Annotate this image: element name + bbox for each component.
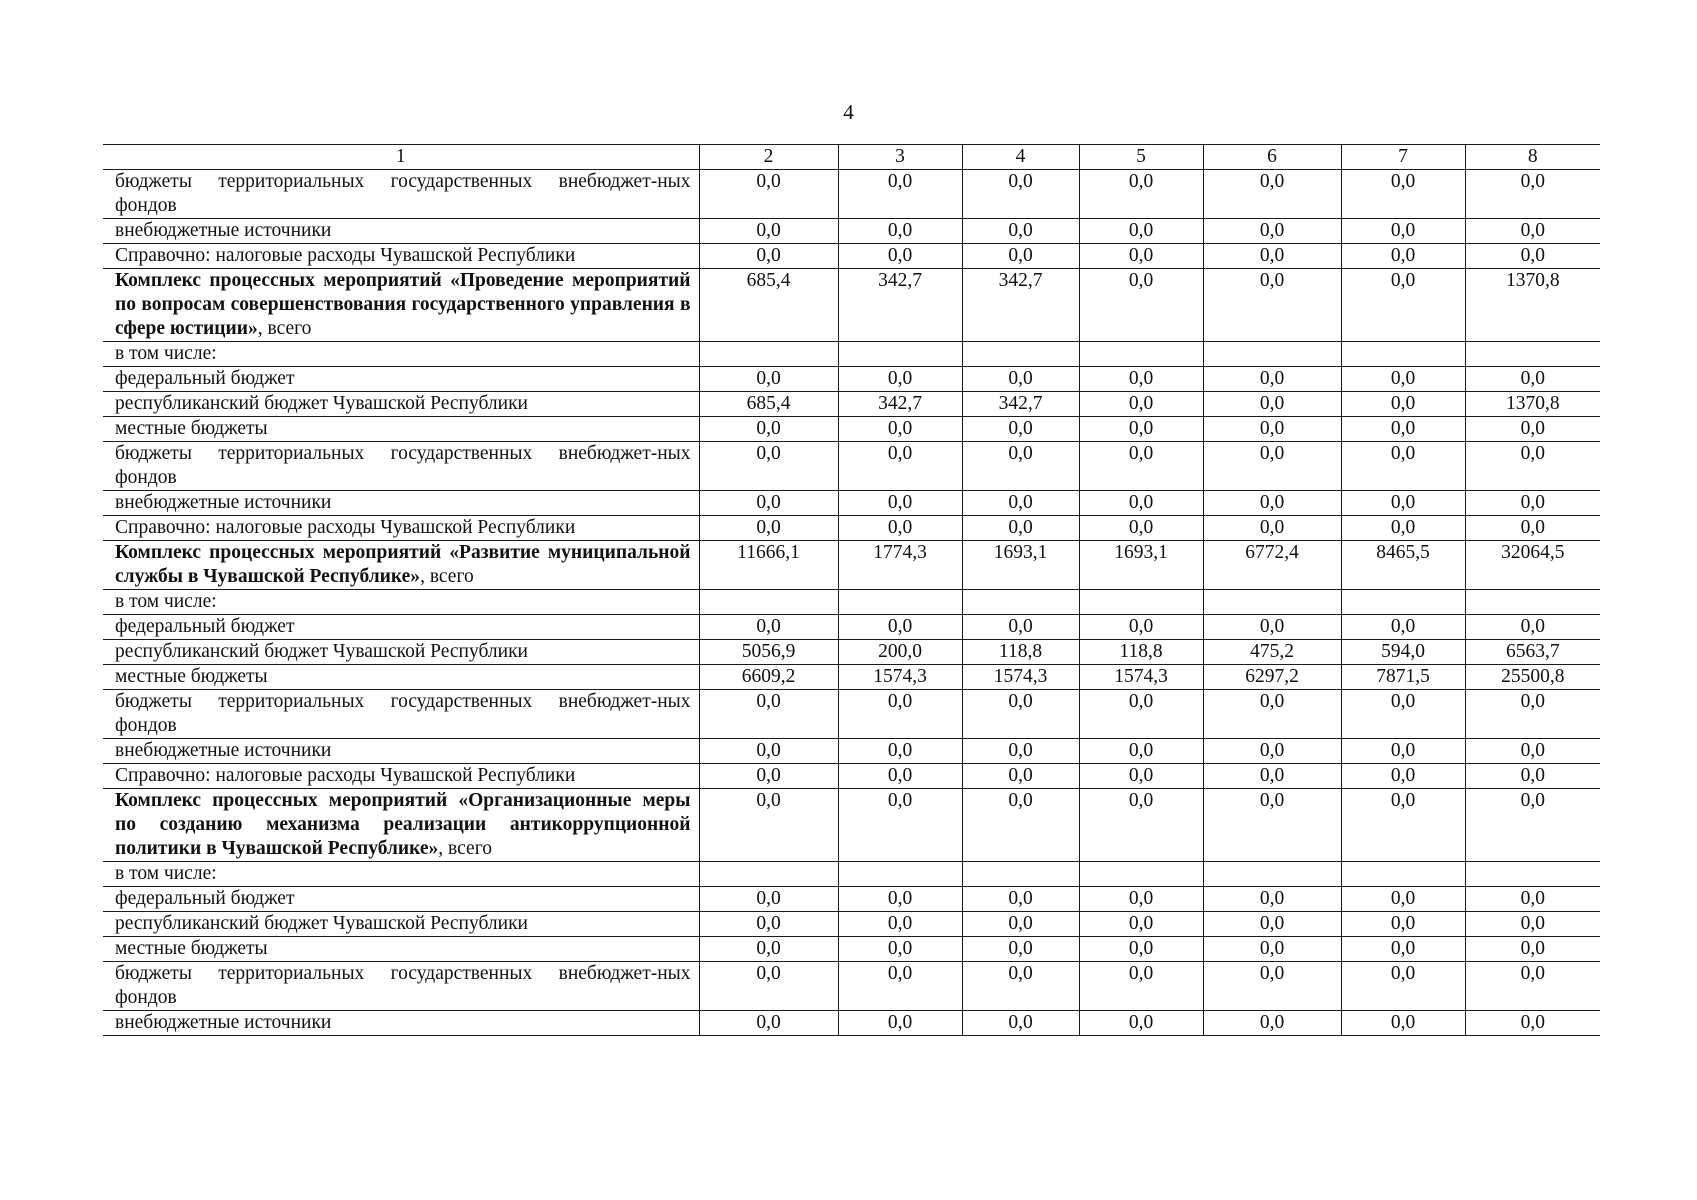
value-cell-col-5: 0,0 <box>1079 1011 1203 1036</box>
table-row <box>103 244 1600 269</box>
table-row <box>103 1011 1600 1036</box>
value-cell-col-4: 0,0 <box>962 417 1079 442</box>
value-cell-col-5: 0,0 <box>1079 912 1203 937</box>
table-body <box>103 145 1600 1036</box>
value-cell-col-7: 0,0 <box>1341 690 1465 739</box>
value-cell-col-5 <box>1079 590 1203 615</box>
value-cell-col-8: 0,0 <box>1465 219 1600 244</box>
value-cell-col-5: 0,0 <box>1079 491 1203 516</box>
value-cell-col-7: 8465,5 <box>1341 541 1465 590</box>
value-cell-col-8 <box>1465 862 1600 887</box>
value-cell-col-7: 0,0 <box>1341 516 1465 541</box>
value-cell-col-3: 200,0 <box>838 640 962 665</box>
value-cell-col-4: 0,0 <box>962 962 1079 1011</box>
value-cell-col-6: 0,0 <box>1203 690 1341 739</box>
value-cell-col-5: 0,0 <box>1079 367 1203 392</box>
row-label: бюджеты территориальных государственных внебюджет-ных фондов <box>115 691 691 736</box>
value-cell-col-4 <box>962 862 1079 887</box>
row-label-cell <box>103 516 699 541</box>
value-cell-col-8: 0,0 <box>1465 516 1600 541</box>
value-cell-col-6: 0,0 <box>1203 244 1341 269</box>
value-cell-col-7: 0,0 <box>1341 442 1465 491</box>
value-cell-col-4: 0,0 <box>962 615 1079 640</box>
value-cell-col-2: 0,0 <box>699 442 838 491</box>
value-cell-col-6: 0,0 <box>1203 615 1341 640</box>
row-label-cell <box>103 590 699 615</box>
value-cell-col-2: 0,0 <box>699 912 838 937</box>
row-label: республиканский бюджет Чувашской Республики <box>115 913 528 934</box>
table-row <box>103 442 1600 491</box>
row-label: местные бюджеты <box>115 938 268 959</box>
row-label: в том числе: <box>115 863 217 884</box>
value-cell-col-5: 0,0 <box>1079 739 1203 764</box>
row-label: внебюджетные источники <box>115 492 332 513</box>
value-cell-col-3: 0,0 <box>838 1011 962 1036</box>
value-cell-col-6: 0,0 <box>1203 1011 1341 1036</box>
value-cell-col-8: 1370,8 <box>1465 392 1600 417</box>
row-label: внебюджетные источники <box>115 1012 332 1033</box>
value-cell-col-2: 0,0 <box>699 764 838 789</box>
value-cell-col-8 <box>1465 590 1600 615</box>
value-cell-col-6: 0,0 <box>1203 764 1341 789</box>
value-cell-col-5: 0,0 <box>1079 789 1203 862</box>
table-row <box>103 392 1600 417</box>
table-row <box>103 912 1600 937</box>
table-row <box>103 516 1600 541</box>
table-row <box>103 491 1600 516</box>
value-cell-col-7: 0,0 <box>1341 615 1465 640</box>
value-cell-col-6: 0,0 <box>1203 219 1341 244</box>
column-number-5: 5 <box>1079 145 1203 170</box>
value-cell-col-8: 0,0 <box>1465 491 1600 516</box>
page-number: 4 <box>843 100 854 124</box>
row-label-cell <box>103 170 699 219</box>
row-label-cell <box>103 269 699 342</box>
value-cell-col-3 <box>838 590 962 615</box>
section-title: Комплекс процессных мероприятий «Развитие муниципальной службы в Чувашской Республике» <box>115 542 691 587</box>
value-cell-col-4: 1574,3 <box>962 665 1079 690</box>
value-cell-col-8: 32064,5 <box>1465 541 1600 590</box>
row-label-cell <box>103 912 699 937</box>
row-label: республиканский бюджет Чувашской Республики <box>115 641 528 662</box>
value-cell-col-4: 0,0 <box>962 690 1079 739</box>
row-label: федеральный бюджет <box>115 368 295 389</box>
value-cell-col-8: 0,0 <box>1465 417 1600 442</box>
value-cell-col-2: 0,0 <box>699 491 838 516</box>
value-cell-col-8: 0,0 <box>1465 1011 1600 1036</box>
value-cell-col-3: 0,0 <box>838 417 962 442</box>
row-label: бюджеты территориальных государственных внебюджет-ных фондов <box>115 963 691 1008</box>
value-cell-col-4: 0,0 <box>962 887 1079 912</box>
value-cell-col-2: 0,0 <box>699 789 838 862</box>
row-label: местные бюджеты <box>115 418 268 439</box>
value-cell-col-7: 0,0 <box>1341 887 1465 912</box>
value-cell-col-8: 0,0 <box>1465 442 1600 491</box>
value-cell-col-3: 0,0 <box>838 937 962 962</box>
row-label-cell <box>103 690 699 739</box>
value-cell-col-6: 0,0 <box>1203 739 1341 764</box>
value-cell-col-4: 0,0 <box>962 442 1079 491</box>
value-cell-col-2: 0,0 <box>699 962 838 1011</box>
value-cell-col-6: 0,0 <box>1203 887 1341 912</box>
value-cell-col-7: 0,0 <box>1341 269 1465 342</box>
value-cell-col-4: 342,7 <box>962 269 1079 342</box>
value-cell-col-2: 0,0 <box>699 739 838 764</box>
value-cell-col-2: 685,4 <box>699 269 838 342</box>
value-cell-col-3: 342,7 <box>838 392 962 417</box>
row-label-cell <box>103 244 699 269</box>
value-cell-col-4: 342,7 <box>962 392 1079 417</box>
value-cell-col-7: 0,0 <box>1341 937 1465 962</box>
value-cell-col-4: 0,0 <box>962 739 1079 764</box>
value-cell-col-7 <box>1341 342 1465 367</box>
section-total-row <box>103 789 1600 862</box>
value-cell-col-5: 0,0 <box>1079 170 1203 219</box>
value-cell-col-6: 0,0 <box>1203 392 1341 417</box>
value-cell-col-2: 0,0 <box>699 516 838 541</box>
value-cell-col-7: 0,0 <box>1341 219 1465 244</box>
value-cell-col-3: 0,0 <box>838 887 962 912</box>
table-row <box>103 640 1600 665</box>
value-cell-col-7 <box>1341 862 1465 887</box>
row-label: бюджеты территориальных государственных внебюджет-ных фондов <box>115 171 691 216</box>
value-cell-col-4: 0,0 <box>962 789 1079 862</box>
value-cell-col-6: 0,0 <box>1203 269 1341 342</box>
row-label: Справочно: налоговые расходы Чувашской Республики <box>115 765 576 786</box>
value-cell-col-7: 0,0 <box>1341 170 1465 219</box>
value-cell-col-2: 11666,1 <box>699 541 838 590</box>
row-label-cell <box>103 491 699 516</box>
value-cell-col-6: 475,2 <box>1203 640 1341 665</box>
table-row <box>103 962 1600 1011</box>
value-cell-col-8: 0,0 <box>1465 887 1600 912</box>
section-total-row <box>103 269 1600 342</box>
value-cell-col-8: 0,0 <box>1465 244 1600 269</box>
value-cell-col-5: 0,0 <box>1079 219 1203 244</box>
row-label-cell <box>103 789 699 862</box>
row-label: внебюджетные источники <box>115 740 332 761</box>
value-cell-col-6 <box>1203 342 1341 367</box>
value-cell-col-5: 1693,1 <box>1079 541 1203 590</box>
table-row <box>103 690 1600 739</box>
value-cell-col-2: 0,0 <box>699 170 838 219</box>
value-cell-col-3: 0,0 <box>838 516 962 541</box>
value-cell-col-7: 0,0 <box>1341 789 1465 862</box>
value-cell-col-5: 118,8 <box>1079 640 1203 665</box>
value-cell-col-6: 0,0 <box>1203 170 1341 219</box>
value-cell-col-6: 0,0 <box>1203 442 1341 491</box>
section-title: Комплекс процессных мероприятий «Проведение мероприятий по вопросам совершенствования государственного управления в сфере юстиции» <box>115 270 691 339</box>
column-number-header-row <box>103 145 1600 170</box>
row-label-cell <box>103 442 699 491</box>
column-number-3: 3 <box>838 145 962 170</box>
value-cell-col-6: 0,0 <box>1203 491 1341 516</box>
value-cell-col-2: 0,0 <box>699 367 838 392</box>
value-cell-col-8: 0,0 <box>1465 764 1600 789</box>
row-label: , всего <box>257 318 312 339</box>
value-cell-col-4: 0,0 <box>962 937 1079 962</box>
row-label-cell <box>103 367 699 392</box>
value-cell-col-8: 0,0 <box>1465 739 1600 764</box>
value-cell-col-7: 0,0 <box>1341 764 1465 789</box>
value-cell-col-3: 0,0 <box>838 739 962 764</box>
table-row <box>103 764 1600 789</box>
value-cell-col-5: 0,0 <box>1079 937 1203 962</box>
value-cell-col-7: 7871,5 <box>1341 665 1465 690</box>
column-number-8: 8 <box>1465 145 1600 170</box>
table-row <box>103 887 1600 912</box>
value-cell-col-5: 0,0 <box>1079 244 1203 269</box>
value-cell-col-7: 594,0 <box>1341 640 1465 665</box>
value-cell-col-4: 0,0 <box>962 516 1079 541</box>
value-cell-col-2: 0,0 <box>699 417 838 442</box>
table-row <box>103 615 1600 640</box>
value-cell-col-4: 0,0 <box>962 367 1079 392</box>
value-cell-col-6: 6772,4 <box>1203 541 1341 590</box>
value-cell-col-6: 0,0 <box>1203 516 1341 541</box>
value-cell-col-3 <box>838 342 962 367</box>
row-label-cell <box>103 862 699 887</box>
row-label-cell <box>103 342 699 367</box>
row-label: Справочно: налоговые расходы Чувашской Республики <box>115 245 576 266</box>
value-cell-col-5 <box>1079 342 1203 367</box>
value-cell-col-3: 1774,3 <box>838 541 962 590</box>
value-cell-col-3: 0,0 <box>838 219 962 244</box>
row-label: Справочно: налоговые расходы Чувашской Республики <box>115 517 576 538</box>
value-cell-col-6: 0,0 <box>1203 417 1341 442</box>
value-cell-col-8 <box>1465 342 1600 367</box>
value-cell-col-2: 0,0 <box>699 937 838 962</box>
row-label-cell <box>103 615 699 640</box>
value-cell-col-5: 0,0 <box>1079 887 1203 912</box>
value-cell-col-8: 0,0 <box>1465 615 1600 640</box>
value-cell-col-4: 118,8 <box>962 640 1079 665</box>
value-cell-col-2 <box>699 342 838 367</box>
table-row <box>103 590 1600 615</box>
value-cell-col-5: 0,0 <box>1079 392 1203 417</box>
value-cell-col-6: 0,0 <box>1203 912 1341 937</box>
value-cell-col-6 <box>1203 590 1341 615</box>
value-cell-col-7: 0,0 <box>1341 367 1465 392</box>
value-cell-col-4: 0,0 <box>962 764 1079 789</box>
row-label: бюджеты территориальных государственных внебюджет-ных фондов <box>115 443 691 488</box>
row-label-cell <box>103 962 699 1011</box>
value-cell-col-6: 6297,2 <box>1203 665 1341 690</box>
table-row <box>103 219 1600 244</box>
value-cell-col-8: 0,0 <box>1465 937 1600 962</box>
value-cell-col-5: 0,0 <box>1079 764 1203 789</box>
value-cell-col-8: 0,0 <box>1465 690 1600 739</box>
value-cell-col-2: 6609,2 <box>699 665 838 690</box>
value-cell-col-8: 0,0 <box>1465 789 1600 862</box>
value-cell-col-4: 0,0 <box>962 491 1079 516</box>
row-label-cell <box>103 665 699 690</box>
value-cell-col-4: 0,0 <box>962 244 1079 269</box>
section-title: Комплекс процессных мероприятий «Организационные меры по созданию механизма реализации антикоррупционной политики в Чувашской Республике» <box>115 790 691 859</box>
column-number-1: 1 <box>103 145 699 170</box>
value-cell-col-7: 0,0 <box>1341 962 1465 1011</box>
value-cell-col-3: 0,0 <box>838 615 962 640</box>
value-cell-col-7: 0,0 <box>1341 392 1465 417</box>
value-cell-col-2: 0,0 <box>699 615 838 640</box>
value-cell-col-8: 0,0 <box>1465 367 1600 392</box>
value-cell-col-5: 0,0 <box>1079 962 1203 1011</box>
row-label: республиканский бюджет Чувашской Республики <box>115 393 528 414</box>
budget-table <box>103 144 1600 1036</box>
table-row <box>103 665 1600 690</box>
value-cell-col-7: 0,0 <box>1341 739 1465 764</box>
value-cell-col-2 <box>699 862 838 887</box>
value-cell-col-7: 0,0 <box>1341 491 1465 516</box>
row-label-cell <box>103 739 699 764</box>
row-label-cell <box>103 417 699 442</box>
value-cell-col-8: 1370,8 <box>1465 269 1600 342</box>
value-cell-col-8: 6563,7 <box>1465 640 1600 665</box>
value-cell-col-3: 0,0 <box>838 367 962 392</box>
table-row <box>103 342 1600 367</box>
column-number-4: 4 <box>962 145 1079 170</box>
table-row <box>103 170 1600 219</box>
row-label: в том числе: <box>115 343 217 364</box>
value-cell-col-4 <box>962 590 1079 615</box>
value-cell-col-3: 0,0 <box>838 442 962 491</box>
row-label-cell <box>103 541 699 590</box>
value-cell-col-7: 0,0 <box>1341 1011 1465 1036</box>
value-cell-col-5 <box>1079 862 1203 887</box>
value-cell-col-7: 0,0 <box>1341 244 1465 269</box>
value-cell-col-6 <box>1203 862 1341 887</box>
row-label: федеральный бюджет <box>115 888 295 909</box>
value-cell-col-3: 0,0 <box>838 962 962 1011</box>
value-cell-col-5: 0,0 <box>1079 690 1203 739</box>
value-cell-col-3: 0,0 <box>838 789 962 862</box>
value-cell-col-5: 0,0 <box>1079 417 1203 442</box>
row-label: , всего <box>420 566 474 587</box>
value-cell-col-3: 0,0 <box>838 764 962 789</box>
value-cell-col-2: 0,0 <box>699 219 838 244</box>
value-cell-col-4 <box>962 342 1079 367</box>
value-cell-col-7: 0,0 <box>1341 417 1465 442</box>
value-cell-col-5: 0,0 <box>1079 516 1203 541</box>
value-cell-col-3: 342,7 <box>838 269 962 342</box>
row-label-cell <box>103 887 699 912</box>
value-cell-col-6: 0,0 <box>1203 937 1341 962</box>
value-cell-col-6: 0,0 <box>1203 789 1341 862</box>
value-cell-col-3: 0,0 <box>838 912 962 937</box>
value-cell-col-3: 0,0 <box>838 170 962 219</box>
row-label-cell <box>103 764 699 789</box>
value-cell-col-7 <box>1341 590 1465 615</box>
value-cell-col-8: 25500,8 <box>1465 665 1600 690</box>
row-label-cell <box>103 219 699 244</box>
value-cell-col-4: 0,0 <box>962 170 1079 219</box>
value-cell-col-4: 0,0 <box>962 219 1079 244</box>
row-label-cell <box>103 392 699 417</box>
table-row <box>103 367 1600 392</box>
value-cell-col-6: 0,0 <box>1203 367 1341 392</box>
row-label-cell <box>103 640 699 665</box>
value-cell-col-3 <box>838 862 962 887</box>
value-cell-col-3: 0,0 <box>838 491 962 516</box>
section-total-row <box>103 541 1600 590</box>
row-label: федеральный бюджет <box>115 616 295 637</box>
value-cell-col-2 <box>699 590 838 615</box>
table-row <box>103 937 1600 962</box>
value-cell-col-5: 0,0 <box>1079 269 1203 342</box>
value-cell-col-8: 0,0 <box>1465 170 1600 219</box>
value-cell-col-2: 685,4 <box>699 392 838 417</box>
table-row <box>103 862 1600 887</box>
value-cell-col-6: 0,0 <box>1203 962 1341 1011</box>
value-cell-col-5: 1574,3 <box>1079 665 1203 690</box>
value-cell-col-2: 0,0 <box>699 887 838 912</box>
value-cell-col-8: 0,0 <box>1465 962 1600 1011</box>
column-number-6: 6 <box>1203 145 1341 170</box>
row-label-cell <box>103 1011 699 1036</box>
row-label: местные бюджеты <box>115 666 268 687</box>
value-cell-col-5: 0,0 <box>1079 442 1203 491</box>
value-cell-col-3: 0,0 <box>838 690 962 739</box>
value-cell-col-8: 0,0 <box>1465 912 1600 937</box>
value-cell-col-4: 0,0 <box>962 912 1079 937</box>
row-label: , всего <box>438 838 492 859</box>
value-cell-col-2: 5056,9 <box>699 640 838 665</box>
value-cell-col-5: 0,0 <box>1079 615 1203 640</box>
value-cell-col-4: 1693,1 <box>962 541 1079 590</box>
row-label-cell <box>103 937 699 962</box>
column-number-7: 7 <box>1341 145 1465 170</box>
value-cell-col-7: 0,0 <box>1341 912 1465 937</box>
table-row <box>103 739 1600 764</box>
value-cell-col-2: 0,0 <box>699 244 838 269</box>
value-cell-col-3: 1574,3 <box>838 665 962 690</box>
value-cell-col-2: 0,0 <box>699 690 838 739</box>
value-cell-col-4: 0,0 <box>962 1011 1079 1036</box>
column-number-2: 2 <box>699 145 838 170</box>
table-row <box>103 417 1600 442</box>
value-cell-col-3: 0,0 <box>838 244 962 269</box>
row-label: в том числе: <box>115 591 217 612</box>
value-cell-col-2: 0,0 <box>699 1011 838 1036</box>
row-label: внебюджетные источники <box>115 220 332 241</box>
